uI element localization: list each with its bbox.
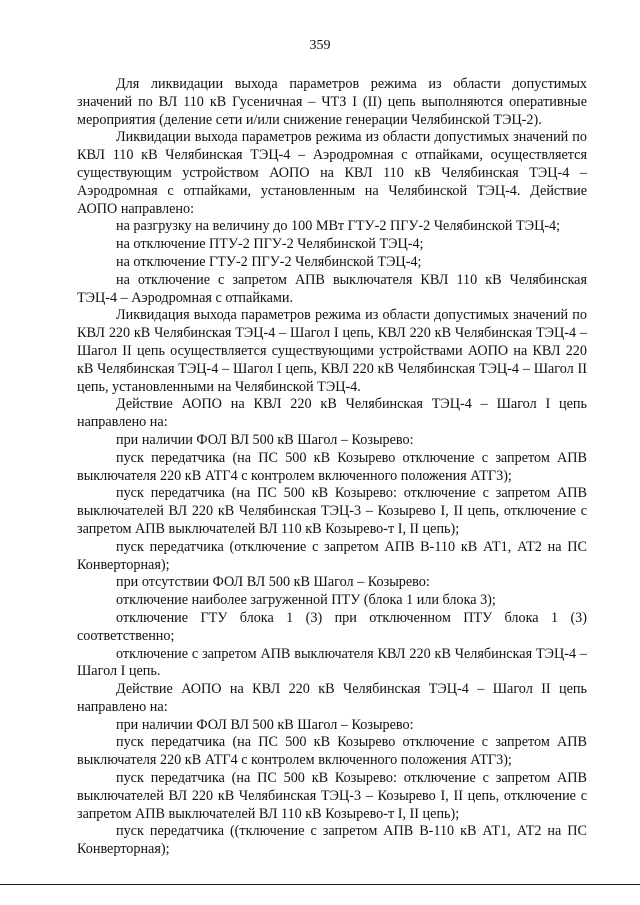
list-item: пуск передатчика (на ПС 500 кВ Козырево отключение с запретом АПВ выключателя 220 кВ АТГ4 с контролем включенного положения АТГ3); bbox=[77, 734, 587, 769]
list-item: отключение наиболее загруженной ПТУ (блока 1 или блока 3); bbox=[116, 592, 496, 609]
list-item: при наличии ФОЛ ВЛ 500 кВ Шагол – Козырево: bbox=[116, 716, 414, 733]
page-number: 359 bbox=[309, 38, 331, 53]
paragraph: Ликвидации выхода параметров режима из области допустимых значений по КВЛ 110 кВ Челябинская ТЭЦ-4 – Аэродромная с отпайками, осуществляется существующим устройством АОПО на КВЛ 110 кВ Челябинская ТЭЦ-4 – Аэродромная с отпайками, установленным на Челябинской ТЭЦ-4. Действие АОПО направлено: bbox=[77, 129, 587, 217]
list-item: пуск передатчика ((тключение с запретом АПВ В-110 кВ АТ1, АТ2 на ПС Конверторная); bbox=[77, 823, 587, 858]
list-item: отключение с запретом АПВ выключателя КВЛ 220 кВ Челябинская ТЭЦ-4 – Шагол I цепь. bbox=[77, 645, 587, 680]
list-item: на отключение с запретом АПВ выключателя КВЛ 110 кВ Челябинская ТЭЦ-4 – Аэродромная с отпайками. bbox=[77, 271, 587, 306]
paragraph: Для ликвидации выхода параметров режима из области допустимых значений по ВЛ 110 кВ Гусеничная – ЧТЗ I (II) цепь выполняются оперативные мероприятия (деление сети и/или снижение генерации Челябинской ТЭЦ-2). bbox=[77, 76, 587, 128]
paragraph: Ликвидация выхода параметров режима из области допустимых значений по КВЛ 220 кВ Челябинская ТЭЦ-4 – Шагол I цепь, КВЛ 220 кВ Челябинская ТЭЦ-4 – Шагол II цепь осуществляется существующими устройствами АОПО на КВЛ 220 кВ Челябинская ТЭЦ-4 – Шагол I цепь, КВЛ 220 кВ Челябинская ТЭЦ-4 – Шагол II цепь, установленными на Челябинской ТЭЦ-4. bbox=[77, 307, 587, 395]
list-item: пуск передатчика (на ПС 500 кВ Козырево отключение с запретом АПВ выключателя 220 кВ АТГ4 с контролем включенного положения АТГ3); bbox=[77, 449, 587, 484]
document-body bbox=[77, 76, 587, 859]
footer-divider bbox=[0, 884, 640, 885]
list-item: при отсутствии ФОЛ ВЛ 500 кВ Шагол – Козырево: bbox=[116, 574, 430, 591]
paragraph: Действие АОПО на КВЛ 220 кВ Челябинская ТЭЦ-4 – Шагол II цепь направлено на: bbox=[77, 681, 587, 715]
list-item: на отключение ГТУ-2 ПГУ-2 Челябинской ТЭЦ-4; bbox=[116, 253, 422, 270]
list-item: пуск передатчика (отключение с запретом АПВ В-110 кВ АТ1, АТ2 на ПС Конверторная); bbox=[77, 538, 587, 573]
list-item: на разгрузку на величину до 100 МВт ГТУ-2 ПГУ-2 Челябинской ТЭЦ-4; bbox=[116, 218, 561, 235]
list-item: пуск передатчика (на ПС 500 кВ Козырево: отключение с запретом АПВ выключателей ВЛ 220 кВ Челябинская ТЭЦ-3 – Козырево I, II цепь, отключение с запретом АПВ выключателей ВЛ 110 кВ Козырево-т I, II цепь); bbox=[77, 770, 587, 822]
list-item: при наличии ФОЛ ВЛ 500 кВ Шагол – Козырево: bbox=[116, 431, 414, 448]
list-item: пуск передатчика (на ПС 500 кВ Козырево: отключение с запретом АПВ выключателей ВЛ 220 кВ Челябинская ТЭЦ-3 – Козырево I, II цепь, отключение с запретом АПВ выключателей ВЛ 110 кВ Козырево-т I, II цепь); bbox=[77, 485, 587, 537]
paragraph: Действие АОПО на КВЛ 220 кВ Челябинская ТЭЦ-4 – Шагол I цепь направлено на: bbox=[77, 396, 587, 431]
list-item: на отключение ПТУ-2 ПГУ-2 Челябинской ТЭЦ-4; bbox=[116, 236, 424, 253]
list-item: отключение ГТУ блока 1 (3) при отключенном ПТУ блока 1 (3) соответственно; bbox=[77, 609, 587, 644]
